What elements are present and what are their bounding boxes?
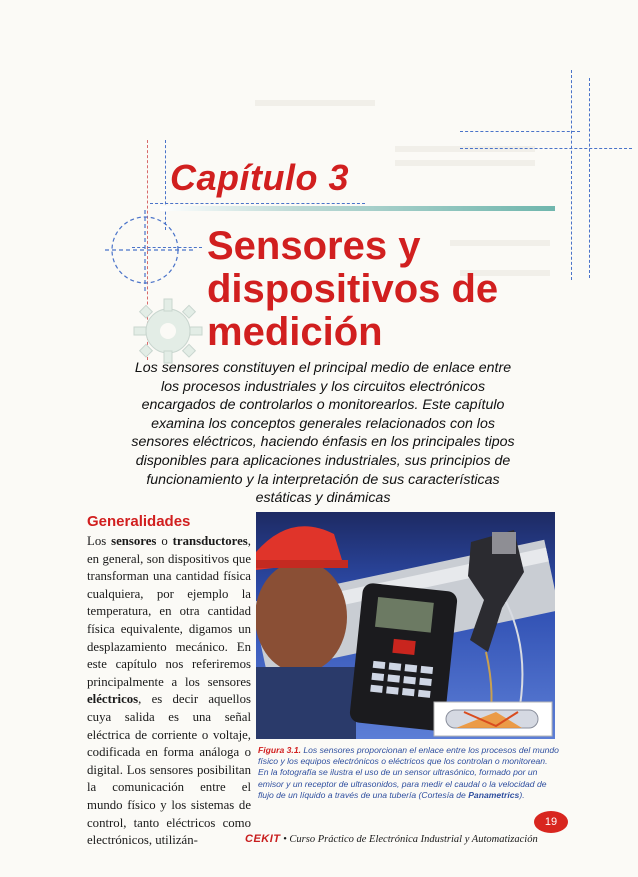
guide-line [460,148,632,149]
body-text-run: Los [87,534,112,548]
show-through [395,146,535,152]
footer-text: • Curso Práctico de Electrónica Industrial y Automatización [280,834,538,845]
caption-credit: Panametrics [468,789,520,800]
chapter-title [207,225,498,354]
chapter-rule [160,206,555,211]
figure-photo [256,512,555,739]
abstract-line: los procesos industriales y los circuitos electrónicos [160,378,486,395]
show-through [255,100,375,106]
term-electricos: eléctricos [87,692,139,707]
body-text-run: , es decir aquellos cuya salida es una señal eléctrica de corriente o voltaje, codificada en forma análoga o digital. Los sensores posibilitan la comunicación entre el mundo físico y los sistemas de control, tanto eléctricos como electrónicos, utilizán- [87,692,251,848]
body-text-run: , en general, son dispositivos que transforman una cantidad física cualquiera, por ejemplo la temperatura, en otra cantidad física equivalente, digamos un desplazamiento mecánico. En este capítulo nos referiremos principalmente a los sensores [87,534,251,689]
term-transductores: transductores [172,534,248,548]
caption-end: ). [519,789,525,800]
caption-text: Los sensores proporcionan el enlace entre los procesos del mundo físico y los equipos electrónicos o eléctricos que los controlan o monitorean. En la fotografía se ilustra el uso de un sensor ultrasónico, formado por un emisor y un receptor de ultrasonidos, para medir el caudal o la velocidad de flujo de un líquido a través de una tubería (Cortesía de [258,745,559,800]
abstract-line: Los sensores constituyen el principal medio de enlace entre [134,360,512,376]
body-paragraph [87,533,251,850]
page-number: 19 [534,811,568,833]
figure-caption [258,745,560,801]
ultrasonic-sensor-photo [256,512,555,739]
title-line-1: Sensores y [207,224,421,268]
abstract-line: encargados de controlarlos o monitorearlos. Este capítulo [141,397,505,414]
term-sensores: sensores [111,534,157,548]
abstract-line: disponibles para aplicaciones industriales, sus principios de [135,452,511,469]
title-line-2: dispositivos de [207,267,499,311]
figure-label: Figura 3.1. [258,745,301,755]
body-text-run: o [156,534,173,548]
section-heading: Generalidades [87,513,191,530]
guide-line [460,131,580,132]
chapter-label: Capítulo 3 [170,157,350,198]
guide-line [150,203,365,204]
title-line-3: medición [207,310,383,354]
chapter-abstract [118,359,528,508]
abstract-line: estáticas y dinámicas [255,490,391,507]
footer-brand: CEKIT [245,833,281,845]
abstract-line: examina los conceptos generales relacionados con los [151,415,495,432]
guide-line [589,78,590,278]
guide-line [571,70,572,280]
crosshair-decoration [103,205,193,300]
gear-icon [128,295,208,365]
show-through [395,160,535,166]
abstract-line: funcionamiento y la interpretación de sus características [146,471,500,488]
abstract-line: sensores eléctricos, haciendo énfasis en los principales tipos [131,434,515,451]
page-footer [245,833,538,845]
